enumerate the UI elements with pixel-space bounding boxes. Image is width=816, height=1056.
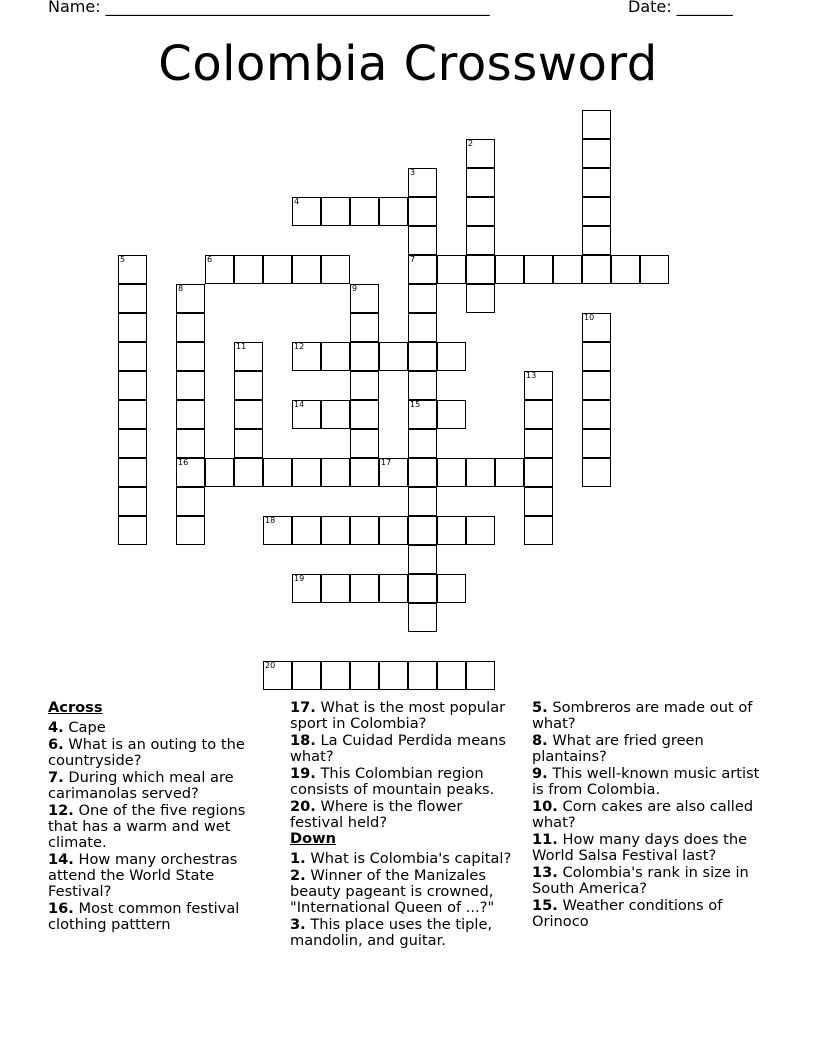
clue-number: 6 (207, 255, 213, 264)
grid-cell[interactable] (176, 371, 205, 400)
grid-cell[interactable] (408, 255, 437, 284)
clue-text: One of the five regions that has a warm and wet climate. (48, 802, 246, 851)
grid-cell[interactable] (350, 284, 379, 313)
grid-cell[interactable] (582, 313, 611, 342)
grid-cell[interactable] (350, 661, 379, 690)
grid-cell[interactable] (582, 400, 611, 429)
grid-cell[interactable] (263, 458, 292, 487)
across-clue (290, 733, 515, 765)
grid-cell[interactable] (379, 661, 408, 690)
grid-cell[interactable] (582, 371, 611, 400)
clue-text: During which meal are carimanolas served? (48, 769, 234, 802)
clue-number: 1. (290, 850, 306, 867)
clue-text: How many days does the World Salsa Festival last? (532, 831, 748, 864)
clue-text: What is Colombia's capital? (305, 850, 512, 867)
down-clue (532, 799, 762, 831)
grid-cell[interactable] (582, 168, 611, 197)
grid-cell[interactable] (466, 458, 495, 487)
clue-number: 7. (48, 769, 64, 786)
clue-number: 5. (532, 699, 548, 716)
grid-cell[interactable] (350, 458, 379, 487)
clue-number: 5 (120, 255, 126, 264)
down-clue (532, 700, 762, 732)
clue-number: 14. (48, 851, 74, 868)
across-clue (48, 770, 263, 802)
grid-cell[interactable] (292, 197, 321, 226)
grid-cell[interactable] (118, 429, 147, 458)
grid-cell[interactable] (408, 574, 437, 603)
grid-cell[interactable] (379, 516, 408, 545)
grid-cell[interactable] (176, 516, 205, 545)
clue-number: 9. (532, 765, 548, 782)
clue-text: What are fried green plantains? (532, 732, 704, 765)
clue-number: 18 (265, 516, 276, 525)
clue-text: This well-known music artist is from Colombia. (532, 765, 760, 798)
clue-number: 2. (290, 867, 306, 884)
grid-cell[interactable] (408, 516, 437, 545)
clue-number: 4. (48, 719, 64, 736)
grid-cell[interactable] (582, 458, 611, 487)
clue-text: How many orchestras attend the World State Festival? (48, 851, 238, 900)
grid-cell[interactable] (524, 400, 553, 429)
grid-cell[interactable] (466, 284, 495, 313)
date-field-label[interactable]: Date: _______ (628, 0, 733, 16)
grid-cell[interactable] (437, 255, 466, 284)
clue-number: 20. (290, 798, 316, 815)
grid-cell[interactable] (263, 255, 292, 284)
grid-cell[interactable] (321, 516, 350, 545)
grid-cell[interactable] (118, 400, 147, 429)
grid-cell[interactable] (582, 342, 611, 371)
grid-cell[interactable] (495, 458, 524, 487)
grid-cell[interactable] (176, 342, 205, 371)
clue-number: 15. (532, 897, 558, 914)
grid-cell[interactable] (118, 342, 147, 371)
across-heading: Across (48, 699, 103, 716)
across-clue (48, 901, 263, 933)
grid-cell[interactable] (408, 284, 437, 313)
grid-cell[interactable] (611, 255, 640, 284)
grid-cell[interactable] (176, 313, 205, 342)
grid-cell[interactable] (205, 458, 234, 487)
grid-cell[interactable] (379, 458, 408, 487)
grid-cell[interactable] (379, 342, 408, 371)
grid-cell[interactable] (466, 255, 495, 284)
grid-cell[interactable] (524, 458, 553, 487)
grid-cell[interactable] (466, 661, 495, 690)
grid-cell[interactable] (292, 400, 321, 429)
grid-cell[interactable] (408, 661, 437, 690)
across-clue (290, 799, 515, 831)
grid-cell[interactable] (408, 226, 437, 255)
grid-cell[interactable] (263, 516, 292, 545)
grid-cell[interactable] (408, 487, 437, 516)
clue-text: Sombreros are made out of what? (532, 699, 753, 732)
grid-cell[interactable] (408, 342, 437, 371)
clue-text: Corn cakes are also called what? (532, 798, 754, 831)
grid-cell[interactable] (321, 342, 350, 371)
grid-cell[interactable] (408, 458, 437, 487)
clue-text: Winner of the Manizales beauty pageant is crowned, "International Queen of ...?" (290, 867, 495, 916)
grid-cell[interactable] (205, 255, 234, 284)
grid-cell[interactable] (176, 487, 205, 516)
down-clue (290, 851, 515, 867)
grid-cell[interactable] (176, 458, 205, 487)
grid-cell[interactable] (176, 284, 205, 313)
clue-text: This Colombian region consists of mountain peaks. (290, 765, 495, 798)
grid-cell[interactable] (118, 313, 147, 342)
grid-cell[interactable] (524, 487, 553, 516)
clue-text: Colombia's rank in size in South America? (532, 864, 749, 897)
clue-number: 17 (381, 458, 392, 467)
grid-cell[interactable] (582, 197, 611, 226)
grid-cell[interactable] (292, 516, 321, 545)
clue-text: Most common festival clothing patttern (48, 900, 240, 933)
grid-cell[interactable] (292, 458, 321, 487)
grid-cell[interactable] (350, 313, 379, 342)
down-clue (532, 898, 762, 930)
grid-cell[interactable] (524, 516, 553, 545)
clue-number: 9 (352, 284, 358, 293)
clues-column-3 (532, 700, 762, 931)
clue-number: 7 (410, 255, 416, 264)
grid-cell[interactable] (553, 255, 582, 284)
grid-cell[interactable] (408, 371, 437, 400)
grid-cell[interactable] (437, 400, 466, 429)
down-heading: Down (290, 830, 337, 847)
down-clue (532, 832, 762, 864)
clue-number: 19 (294, 574, 305, 583)
clue-number: 13. (532, 864, 558, 881)
grid-cell[interactable] (350, 342, 379, 371)
grid-cell[interactable] (524, 371, 553, 400)
across-clue (48, 737, 263, 769)
clue-number: 20 (265, 661, 276, 670)
grid-cell[interactable] (379, 574, 408, 603)
grid-cell[interactable] (234, 400, 263, 429)
grid-cell[interactable] (234, 458, 263, 487)
grid-cell[interactable] (234, 342, 263, 371)
grid-cell[interactable] (582, 226, 611, 255)
grid-cell[interactable] (495, 255, 524, 284)
grid-cell[interactable] (321, 255, 350, 284)
grid-cell[interactable] (292, 342, 321, 371)
clue-number: 6. (48, 736, 64, 753)
grid-cell[interactable] (408, 168, 437, 197)
grid-cell[interactable] (350, 516, 379, 545)
grid-cell[interactable] (234, 255, 263, 284)
grid-cell[interactable] (350, 574, 379, 603)
across-clue (290, 766, 515, 798)
clue-number: 4 (294, 197, 300, 206)
clue-number: 12 (294, 342, 305, 351)
grid-cell[interactable] (582, 139, 611, 168)
grid-cell[interactable] (118, 458, 147, 487)
grid-cell[interactable] (118, 516, 147, 545)
grid-cell[interactable] (640, 255, 669, 284)
grid-cell[interactable] (466, 168, 495, 197)
grid-cell[interactable] (118, 371, 147, 400)
grid-cell[interactable] (263, 661, 292, 690)
grid-cell[interactable] (118, 284, 147, 313)
clue-number: 8 (178, 284, 184, 293)
clue-number: 16 (178, 458, 189, 467)
grid-cell[interactable] (292, 255, 321, 284)
clue-number: 8. (532, 732, 548, 749)
grid-cell[interactable] (176, 400, 205, 429)
clue-text: La Cuidad Perdida means what? (290, 732, 506, 765)
down-clue (290, 868, 515, 916)
grid-cell[interactable] (524, 255, 553, 284)
grid-cell[interactable] (408, 313, 437, 342)
grid-cell[interactable] (292, 661, 321, 690)
clue-number: 10. (532, 798, 558, 815)
grid-cell[interactable] (408, 545, 437, 574)
grid-cell[interactable] (379, 197, 408, 226)
clue-number: 12. (48, 802, 74, 819)
clue-number: 3. (290, 916, 306, 933)
grid-cell[interactable] (466, 197, 495, 226)
clue-number: 18. (290, 732, 316, 749)
clue-text: Cape (63, 719, 106, 736)
grid-cell[interactable] (408, 197, 437, 226)
grid-cell[interactable] (582, 255, 611, 284)
grid-cell[interactable] (292, 574, 321, 603)
clues-column-1 (48, 700, 263, 934)
clue-text: Weather conditions of Orinoco (532, 897, 723, 930)
grid-cell[interactable] (466, 516, 495, 545)
grid-cell[interactable] (350, 400, 379, 429)
down-clue (532, 733, 762, 765)
grid-cell[interactable] (437, 516, 466, 545)
clue-number: 16. (48, 900, 74, 917)
down-clue (532, 766, 762, 798)
name-field-label[interactable]: Name: ________________________________________________ (48, 0, 490, 16)
grid-cell[interactable] (408, 603, 437, 632)
grid-cell[interactable] (466, 139, 495, 168)
clue-number: 19. (290, 765, 316, 782)
clue-number: 11. (532, 831, 558, 848)
grid-cell[interactable] (437, 574, 466, 603)
clues-column-2 (290, 700, 515, 950)
grid-cell[interactable] (466, 226, 495, 255)
grid-cell[interactable] (582, 110, 611, 139)
clue-number: 11 (236, 342, 247, 351)
down-clue (290, 917, 515, 949)
grid-cell[interactable] (350, 197, 379, 226)
clue-number: 3 (410, 168, 416, 177)
clue-number: 2 (468, 139, 474, 148)
clue-number: 13 (526, 371, 537, 380)
grid-cell[interactable] (234, 371, 263, 400)
grid-cell[interactable] (321, 197, 350, 226)
down-clue (532, 865, 762, 897)
grid-cell[interactable] (437, 458, 466, 487)
grid-cell[interactable] (321, 574, 350, 603)
clue-text: Where is the flower festival held? (290, 798, 463, 831)
grid-cell[interactable] (118, 487, 147, 516)
across-clue (48, 803, 263, 851)
grid-cell[interactable] (582, 429, 611, 458)
clue-number: 15 (410, 400, 421, 409)
across-clue (290, 700, 515, 732)
grid-cell[interactable] (118, 255, 147, 284)
grid-cell[interactable] (437, 661, 466, 690)
grid-cell[interactable] (234, 429, 263, 458)
clue-number: 10 (584, 313, 595, 322)
page-title: Colombia Crossword (158, 36, 658, 92)
clue-text: What is the most popular sport in Colombia? (290, 699, 506, 732)
across-clue (48, 720, 263, 736)
grid-cell[interactable] (321, 458, 350, 487)
grid-cell[interactable] (408, 429, 437, 458)
grid-cell[interactable] (350, 429, 379, 458)
grid-cell[interactable] (437, 342, 466, 371)
grid-cell[interactable] (524, 429, 553, 458)
clue-number: 14 (294, 400, 305, 409)
grid-cell[interactable] (408, 400, 437, 429)
clue-number: 17. (290, 699, 316, 716)
across-clue (48, 852, 263, 900)
grid-cell[interactable] (350, 371, 379, 400)
grid-cell[interactable] (176, 429, 205, 458)
clue-text: This place uses the tiple, mandolin, and guitar. (290, 916, 493, 949)
grid-cell[interactable] (321, 661, 350, 690)
clue-text: What is an outing to the countryside? (48, 736, 245, 769)
grid-cell[interactable] (321, 400, 350, 429)
